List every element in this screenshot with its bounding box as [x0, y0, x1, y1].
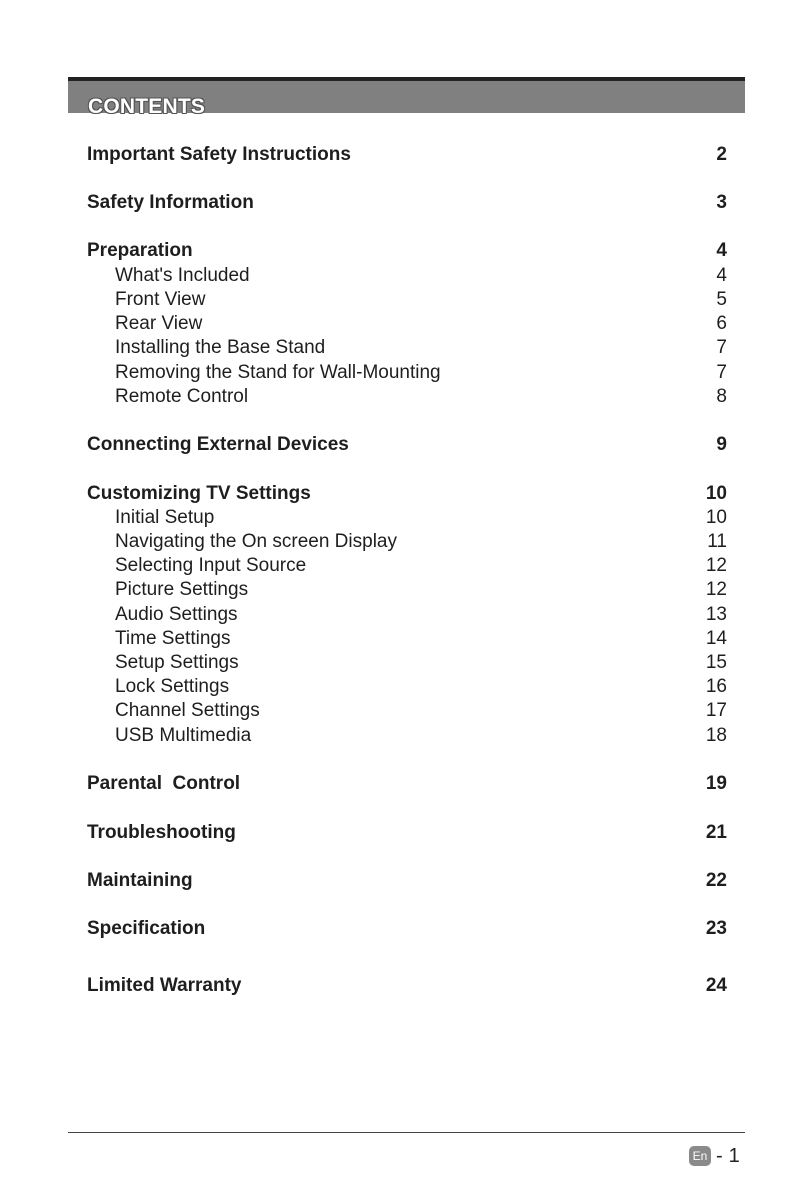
toc-subentry[interactable]	[87, 699, 727, 723]
toc-entry-page: 19	[705, 773, 727, 794]
toc-entry-page: 22	[705, 870, 727, 891]
toc-entry-label: USB Multimedia	[115, 725, 252, 746]
toc-entry-label: Preparation	[87, 240, 193, 261]
toc-entry-label: Safety Information	[87, 192, 254, 213]
toc-entry-label: Rear View	[115, 313, 203, 334]
toc-subentry[interactable]	[87, 603, 727, 627]
toc-entry-label: Troubleshooting	[87, 822, 236, 843]
toc-entry-label: Parental Control	[87, 773, 241, 794]
toc-entry-page: 6	[716, 313, 727, 334]
toc-subentry[interactable]	[87, 361, 727, 385]
toc-entry-label: Lock Settings	[115, 676, 230, 697]
toc-entry-label: Initial Setup	[115, 507, 215, 528]
toc-entry-page: 21	[705, 822, 727, 843]
toc-entry-label: Picture Settings	[115, 579, 249, 600]
toc-entry-label: Limited Warranty	[87, 975, 242, 996]
toc-entry[interactable]	[87, 821, 727, 845]
page-number-value: 1	[728, 1144, 740, 1167]
toc-entry[interactable]	[87, 482, 727, 506]
toc-subentry[interactable]	[87, 506, 727, 530]
toc-subentry[interactable]	[87, 578, 727, 602]
toc-entry-page: 5	[716, 289, 727, 310]
toc-subentry[interactable]	[87, 627, 727, 651]
toc-entry-page: 2	[716, 144, 727, 165]
toc-entry-page: 7	[716, 362, 727, 383]
toc-entry-page: 4	[716, 265, 727, 286]
toc-entry-label: Specification	[87, 918, 206, 939]
toc-entry-page: 23	[705, 918, 727, 939]
toc-entry-label: Selecting Input Source	[115, 555, 307, 576]
toc-subentry[interactable]	[87, 312, 727, 336]
toc-entry-page: 8	[716, 386, 727, 407]
toc-entry[interactable]	[87, 917, 727, 941]
toc-entry-page: 16	[705, 676, 727, 697]
toc-entry-label: Audio Settings	[115, 604, 238, 625]
page-number	[689, 1144, 740, 1168]
toc-entry[interactable]	[87, 974, 727, 998]
toc-subentry[interactable]	[87, 385, 727, 409]
toc-entry-label: What's Included	[115, 265, 250, 286]
toc-entry-page: 15	[705, 652, 727, 673]
toc-entry-label: Front View	[115, 289, 206, 310]
toc-subentry[interactable]	[87, 336, 727, 360]
toc-entry-page: 10	[705, 507, 727, 528]
toc-subentry[interactable]	[87, 554, 727, 578]
toc-entry-label: Important Safety Instructions	[87, 144, 351, 165]
page-separator: -	[716, 1144, 723, 1167]
toc-subentry[interactable]	[87, 651, 727, 675]
toc-entry-label: Remote Control	[115, 386, 249, 407]
toc-entry[interactable]	[87, 239, 727, 263]
toc-entry-page: 11	[707, 531, 727, 552]
toc-entry-page: 13	[705, 604, 727, 625]
toc-entry-page: 9	[716, 434, 727, 455]
toc-entry-label: Navigating the On screen Display	[115, 531, 397, 552]
toc-entry-label: Customizing TV Settings	[87, 483, 311, 504]
toc-entry[interactable]	[87, 191, 727, 215]
toc-subentry[interactable]	[87, 264, 727, 288]
toc-entry-label: Maintaining	[87, 870, 193, 891]
footer-divider	[68, 1132, 745, 1133]
toc-entry-page: 24	[705, 975, 727, 996]
toc-subentry[interactable]	[87, 530, 727, 554]
language-badge: En	[689, 1146, 711, 1166]
toc-entry-page: 10	[705, 483, 727, 504]
toc-entry-page: 18	[705, 725, 727, 746]
toc-subentry[interactable]	[87, 724, 727, 748]
toc-entry[interactable]	[87, 433, 727, 457]
toc-entry-page: 7	[716, 337, 727, 358]
toc-subentry[interactable]	[87, 675, 727, 699]
toc-entry[interactable]	[87, 869, 727, 893]
toc-entry-page: 12	[705, 555, 727, 576]
toc-entry-page: 17	[705, 700, 727, 721]
toc-entry-label: Channel Settings	[115, 700, 260, 721]
toc-entry-label: Setup Settings	[115, 652, 239, 673]
toc-entry[interactable]	[87, 143, 727, 167]
toc-entry-page: 3	[716, 192, 727, 213]
toc-entry-page: 14	[705, 628, 727, 649]
toc-subentry[interactable]	[87, 288, 727, 312]
toc-entry-label: Installing the Base Stand	[115, 337, 326, 358]
toc-entry[interactable]	[87, 772, 727, 796]
toc-entry-label: Removing the Stand for Wall-Mounting	[115, 362, 441, 383]
contents-title: CONTENTS	[88, 95, 206, 118]
toc-entry-page: 12	[705, 579, 727, 600]
toc-entry-page: 4	[716, 240, 727, 261]
toc-entry-label: Time Settings	[115, 628, 231, 649]
toc-entry-label: Connecting External Devices	[87, 434, 349, 455]
